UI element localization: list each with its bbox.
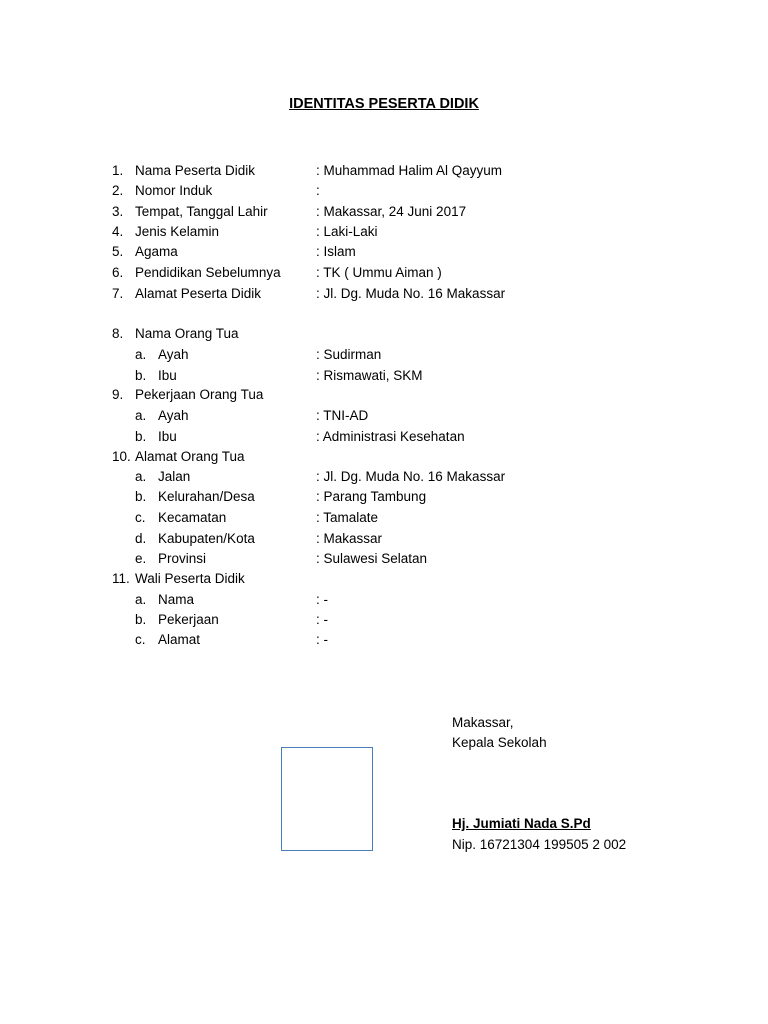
sub-value: : Parang Tambung bbox=[316, 489, 427, 504]
field-label: Nama Peserta Didik bbox=[135, 163, 256, 178]
sub-letter: c. bbox=[135, 632, 146, 647]
sub-label: Jalan bbox=[158, 469, 191, 484]
field-value: : Islam bbox=[316, 244, 356, 259]
sub-row-kabupaten bbox=[0, 529, 768, 549]
field-row-ttl bbox=[0, 202, 768, 222]
sub-row-wali-nama bbox=[0, 590, 768, 610]
sub-row-ayah bbox=[0, 345, 768, 365]
sub-value: : Jl. Dg. Muda No. 16 Makassar bbox=[316, 469, 506, 484]
field-number: 4. bbox=[112, 224, 124, 239]
sub-letter: a. bbox=[135, 408, 147, 423]
sub-letter: b. bbox=[135, 429, 147, 444]
page-title: IDENTITAS PESERTA DIDIK bbox=[289, 96, 479, 112]
field-number: 10. bbox=[112, 449, 131, 464]
sub-value: : Sulawesi Selatan bbox=[316, 551, 428, 566]
field-row-nama bbox=[0, 161, 768, 181]
sub-label: Ibu bbox=[158, 429, 177, 444]
sub-row-ibu bbox=[0, 366, 768, 386]
sub-value: : Rismawati, SKM bbox=[316, 368, 423, 383]
sub-label: Provinsi bbox=[158, 551, 207, 566]
field-label: Agama bbox=[135, 244, 178, 259]
sub-letter: d. bbox=[135, 531, 147, 546]
field-value: : Makassar, 24 Juni 2017 bbox=[316, 204, 467, 219]
field-value: : TK ( Ummu Aiman ) bbox=[316, 265, 442, 280]
field-number: 9. bbox=[112, 387, 124, 402]
section-pekerjaan-orang-tua bbox=[0, 385, 768, 405]
field-value: : Muhammad Halim Al Qayyum bbox=[316, 163, 503, 178]
sub-row-kecamatan bbox=[0, 508, 768, 528]
field-label: Pendidikan Sebelumnya bbox=[135, 265, 281, 280]
signature-place: Makassar, bbox=[452, 715, 514, 730]
section-nama-orang-tua bbox=[0, 324, 768, 344]
field-number: 8. bbox=[112, 326, 124, 341]
sub-row-jalan bbox=[0, 467, 768, 487]
sub-label: Kecamatan bbox=[158, 510, 227, 525]
sub-value: : Sudirman bbox=[316, 347, 382, 362]
field-value: : Jl. Dg. Muda No. 16 Makassar bbox=[316, 286, 506, 301]
sub-letter: c. bbox=[135, 510, 146, 525]
field-number: 7. bbox=[112, 286, 124, 301]
sub-label: Ayah bbox=[158, 408, 189, 423]
sub-value: : TNI-AD bbox=[316, 408, 369, 423]
sub-letter: a. bbox=[135, 469, 147, 484]
signature-nip: Nip. 16721304 199505 2 002 bbox=[452, 837, 627, 852]
field-row-agama bbox=[0, 242, 768, 262]
field-label: Tempat, Tanggal Lahir bbox=[135, 204, 268, 219]
field-number: 6. bbox=[112, 265, 124, 280]
section-label: Nama Orang Tua bbox=[135, 326, 239, 341]
sub-value: : Tamalate bbox=[316, 510, 379, 525]
field-number: 3. bbox=[112, 204, 124, 219]
sub-row-pekerjaan-ayah bbox=[0, 406, 768, 426]
section-alamat-orang-tua bbox=[0, 447, 768, 467]
field-label: Jenis Kelamin bbox=[135, 224, 220, 239]
field-number: 5. bbox=[112, 244, 124, 259]
signature-role: Kepala Sekolah bbox=[452, 735, 547, 750]
photo-frame bbox=[281, 747, 373, 851]
sub-value: : - bbox=[316, 592, 328, 607]
sub-letter: b. bbox=[135, 612, 147, 627]
sub-label: Kelurahan/Desa bbox=[158, 489, 255, 504]
sub-row-wali-alamat bbox=[0, 630, 768, 650]
signature-name: Hj. Jumiati Nada S.Pd bbox=[452, 816, 591, 831]
field-number: 2. bbox=[112, 183, 124, 198]
sub-letter: a. bbox=[135, 592, 147, 607]
field-number: 11. bbox=[112, 571, 130, 586]
sub-row-kelurahan bbox=[0, 487, 768, 507]
sub-value: : - bbox=[316, 612, 328, 627]
field-row-alamat-siswa bbox=[0, 284, 768, 304]
field-number: 1. bbox=[112, 163, 124, 178]
sub-letter: b. bbox=[135, 368, 147, 383]
field-row-pendidikan bbox=[0, 263, 768, 283]
sub-row-wali-pekerjaan bbox=[0, 610, 768, 630]
sub-letter: b. bbox=[135, 489, 147, 504]
sub-label: Alamat bbox=[158, 632, 201, 647]
sub-value: : - bbox=[316, 632, 328, 647]
sub-label: Kabupaten/Kota bbox=[158, 531, 255, 546]
section-label: Pekerjaan Orang Tua bbox=[135, 387, 264, 402]
section-label: Wali Peserta Didik bbox=[135, 571, 245, 586]
sub-value: : Administrasi Kesehatan bbox=[316, 429, 465, 444]
sub-letter: e. bbox=[135, 551, 147, 566]
field-value: : bbox=[316, 183, 320, 198]
section-label: Alamat Orang Tua bbox=[135, 449, 245, 464]
sub-value: : Makassar bbox=[316, 531, 383, 546]
sub-label: Ibu bbox=[158, 368, 177, 383]
field-label: Alamat Peserta Didik bbox=[135, 286, 262, 301]
section-wali bbox=[0, 569, 768, 589]
sub-row-pekerjaan-ibu bbox=[0, 427, 768, 447]
field-label: Nomor Induk bbox=[135, 183, 213, 198]
sub-row-provinsi bbox=[0, 549, 768, 569]
sub-label: Ayah bbox=[158, 347, 189, 362]
sub-label: Pekerjaan bbox=[158, 612, 219, 627]
field-value: : Laki-Laki bbox=[316, 224, 378, 239]
sub-letter: a. bbox=[135, 347, 147, 362]
sub-label: Nama bbox=[158, 592, 195, 607]
field-row-nomor-induk bbox=[0, 181, 768, 201]
field-row-jenis-kelamin bbox=[0, 222, 768, 242]
